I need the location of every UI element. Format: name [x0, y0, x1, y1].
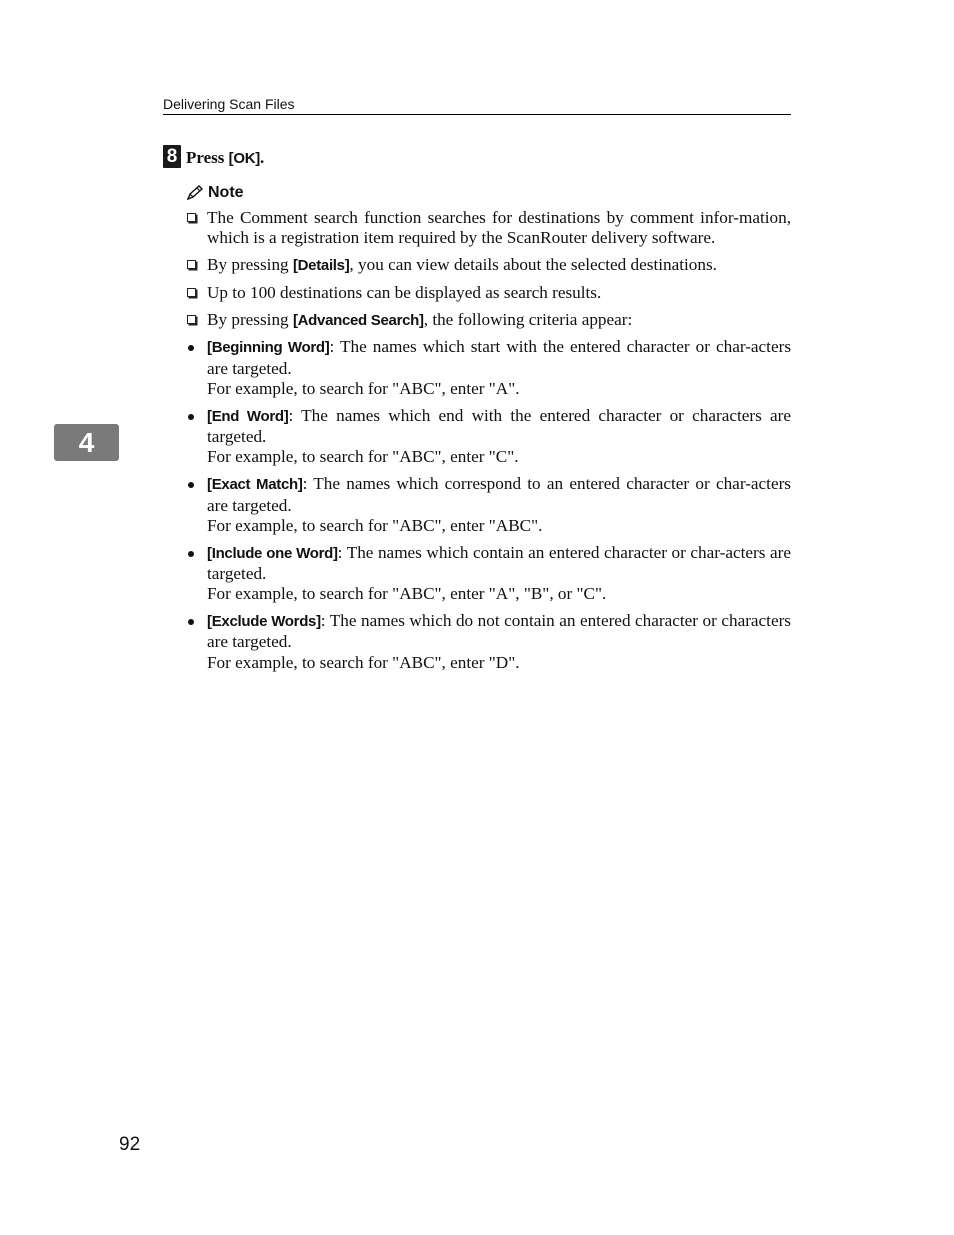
step-text-suffix: .: [259, 148, 265, 167]
running-header: [163, 96, 791, 115]
criteria-example: For example, to search for "ABC", enter "ABC".: [207, 515, 543, 535]
note-item-advanced-search: [185, 310, 791, 331]
criteria-example: For example, to search for "ABC", enter "D".: [207, 652, 520, 672]
criteria-item-include-one-word: [185, 543, 791, 605]
criteria-description: : The names which do not contain an entered character or characters are targeted.: [207, 611, 791, 652]
note-text: , you can view details about the selected destinations.: [349, 255, 717, 275]
criteria-item-beginning-word: [185, 337, 791, 399]
criteria-key-label: [Exclude Words]: [207, 613, 321, 631]
note-text: By pressing: [207, 309, 293, 329]
page-number: 92: [119, 1134, 141, 1155]
step-number: 8: [163, 145, 181, 168]
criteria-item-exclude-words: [185, 611, 791, 673]
ok-key-label: [OK]: [228, 150, 260, 167]
note-list: [185, 208, 791, 679]
step-instruction: [186, 149, 264, 168]
step-text-prefix: Press: [186, 148, 229, 167]
note-label: Note: [208, 184, 244, 201]
details-key-label: [Details]: [292, 257, 350, 275]
criteria-item-end-word: [185, 406, 791, 468]
criteria-item-exact-match: [185, 474, 791, 536]
criteria-key-label: [Exact Match]: [207, 476, 303, 494]
advanced-search-key-label: [Advanced Search]: [292, 311, 424, 329]
note-heading: [186, 184, 244, 202]
criteria-example: For example, to search for "ABC", enter "C".: [207, 447, 519, 467]
step-8: [163, 145, 264, 168]
pencil-note-icon: [186, 185, 204, 201]
note-text: Up to 100 destinations can be displayed as search results.: [207, 282, 602, 302]
note-item-details: [185, 255, 791, 276]
criteria-key-label: [Beginning Word]: [207, 339, 330, 357]
criteria-description: : The names which correspond to an entered character or char-acters are targeted.: [207, 474, 791, 515]
chapter-number: 4: [78, 427, 95, 458]
criteria-description: : The names which contain an entered character or char-acters are targeted.: [207, 542, 791, 583]
note-text: By pressing: [207, 255, 293, 275]
note-item-result-limit: [185, 283, 791, 303]
note-item-comment-search: [185, 208, 791, 249]
criteria-key-label: [Include one Word]: [207, 544, 338, 562]
criteria-example: For example, to search for "ABC", enter "A", "B", or "C".: [207, 584, 607, 604]
criteria-description: : The names which start with the entered character or char-acters are targeted.: [207, 337, 792, 378]
running-title: Delivering Scan Files: [163, 96, 295, 112]
note-text: The Comment search function searches for destinations by comment infor-mation, which is a registration item required by the ScanRouter delivery software.: [207, 208, 791, 248]
criteria-example: For example, to search for "ABC", enter "A".: [207, 379, 520, 399]
note-text: , the following criteria appear:: [423, 309, 633, 329]
chapter-tab: [54, 424, 119, 461]
criteria-description: : The names which end with the entered character or characters are targeted.: [207, 405, 791, 447]
criteria-key-label: [End Word]: [207, 407, 289, 425]
